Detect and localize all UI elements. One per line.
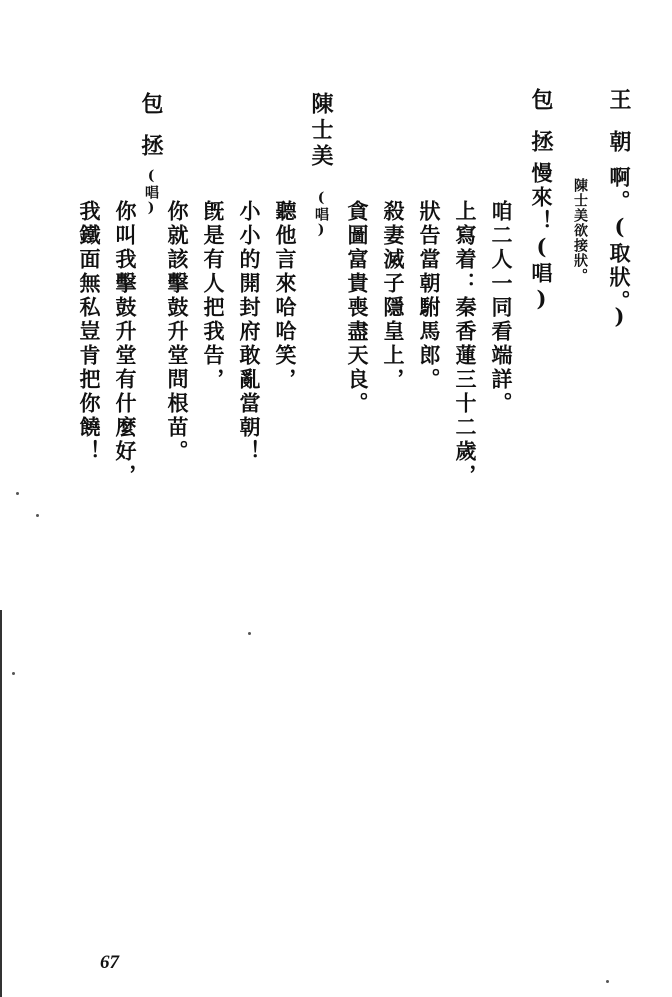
scan-speck: [606, 980, 609, 983]
singing-marker: (唱): [313, 190, 329, 239]
lyric-line: [488, 200, 514, 416]
speaker-name: 王: [606, 88, 632, 130]
line-chenshimei: [308, 92, 334, 239]
lyric-text: 小小的開封府敢亂當朝！: [237, 200, 262, 464]
lyric-line: [380, 200, 406, 392]
lyric-text: 我鐵面無私豈肯把你饒！: [77, 200, 102, 464]
scan-edge: [0, 610, 2, 997]
singing-marker: (唱): [143, 168, 159, 217]
lyric-line: [416, 200, 442, 392]
speaker-name-2: 拯: [528, 130, 554, 162]
lyric-line: [236, 200, 262, 464]
speaker-name: 包: [138, 92, 164, 134]
speaker-name-2: 拯: [138, 134, 164, 168]
stage-direction: [567, 178, 593, 283]
speaker-name: 包: [528, 88, 554, 130]
lyric-line: [112, 200, 138, 488]
lyric-text: 你就該擊鼓升堂問根苗。: [165, 200, 190, 464]
lyric-line: [200, 200, 226, 392]
line-baozheng-1: [528, 88, 554, 314]
lyric-text: 你叫我擊鼓升堂有什麼好，: [113, 200, 138, 488]
lyric-line: [76, 200, 102, 464]
dialogue-text: 啊。(取狀。): [607, 166, 632, 332]
scan-speck: [36, 514, 39, 517]
scan-speck: [12, 672, 15, 675]
lyric-text: 上寫着：秦香蓮三十二歲，: [453, 200, 478, 488]
lyric-text: 旣是有人把我告，: [201, 200, 226, 392]
lyric-line: [452, 200, 478, 488]
lyric-line: [344, 200, 370, 416]
lyric-text: 狀告當朝駙馬郎。: [417, 200, 442, 392]
line-baozheng-2: [138, 92, 164, 217]
dialogue-text: 慢來！(唱): [529, 162, 554, 314]
lyric-line: [164, 200, 190, 464]
lyric-text: 殺妻滅子隱皇上，: [381, 200, 406, 392]
lyric-text: 咱二人一同看端詳。: [489, 200, 514, 416]
page-number: 67: [100, 952, 119, 973]
speaker-name: 陳士美: [308, 92, 334, 170]
lyric-text: 貪圖富貴喪盡天良。: [345, 200, 370, 416]
line-wangchao: [606, 88, 632, 332]
speaker-name-2: 朝: [606, 130, 632, 166]
scan-speck: [16, 492, 19, 495]
stage-direction-text: 陳士美欲接狀。: [572, 178, 588, 283]
lyric-text: 聽他言來哈哈笑，: [273, 200, 298, 392]
scan-speck: [248, 632, 251, 635]
lyric-line: [272, 200, 298, 392]
